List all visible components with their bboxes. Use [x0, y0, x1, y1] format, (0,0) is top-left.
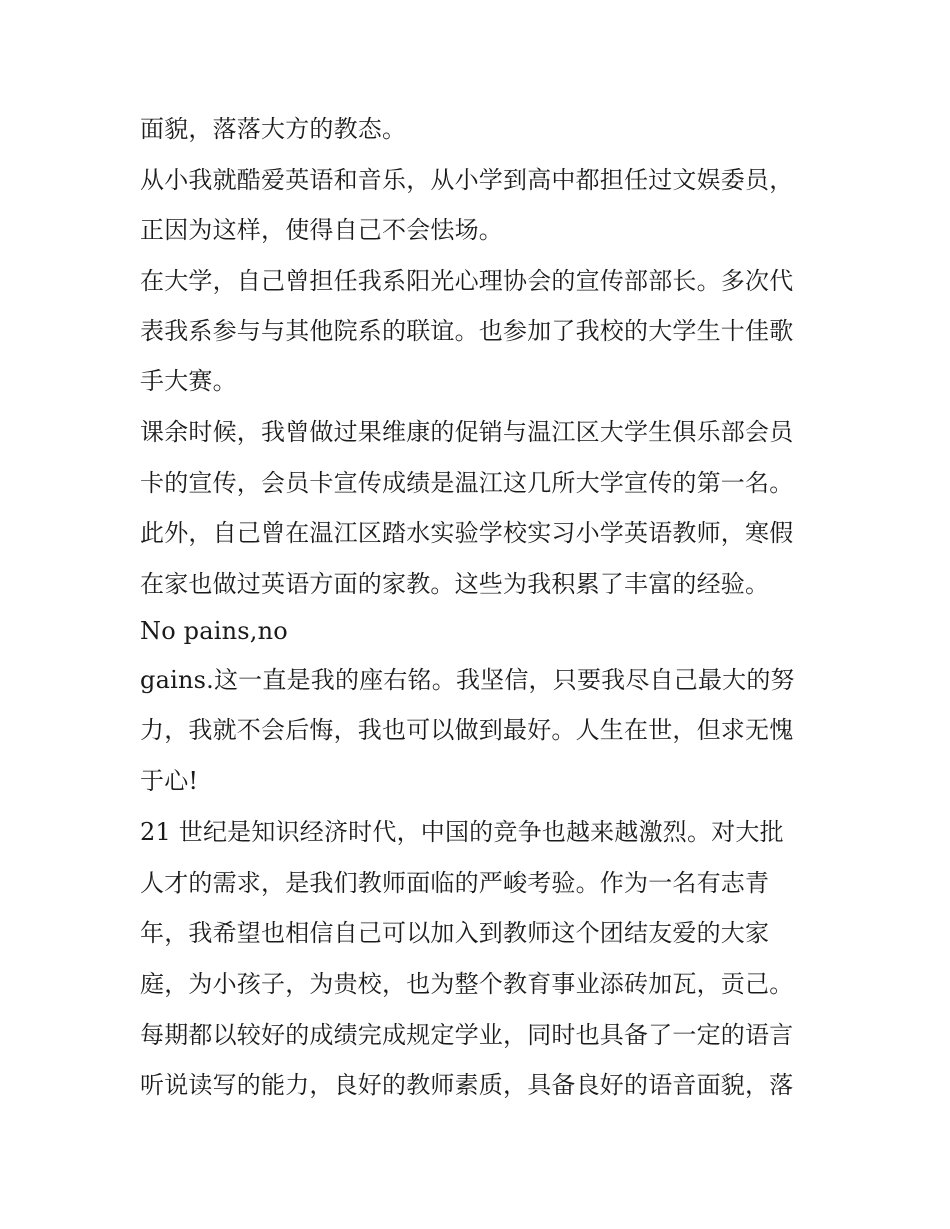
text-line: 在家也做过英语方面的家教。这些为我积累了丰富的经验。: [140, 570, 770, 598]
text-line: 于心!: [140, 767, 199, 795]
text-line: 面貌，落落大方的教态。: [140, 115, 407, 143]
text-line: 此外，自己曾在温江区踏水实验学校实习小学英语教师，寒假: [140, 519, 794, 547]
text-line: 表我系参与与其他院系的联谊。也参加了我校的大学生十佳歌: [140, 317, 794, 345]
text-line: 卡的宣传，会员卡宣传成绩是温江这几所大学宣传的第一名。: [140, 469, 794, 497]
text-line: 听说读写的能力，良好的教师素质，具备良好的语音面貌，落: [140, 1071, 794, 1099]
text-line: 21 世纪是知识经济时代，中国的竞争也越来越激烈。对大批: [140, 818, 784, 846]
text-line: 每期都以较好的成绩完成规定学业，同时也具备了一定的语言: [140, 1021, 794, 1049]
text-line: No pains,no: [140, 617, 288, 645]
text-line: 手大赛。: [140, 367, 237, 395]
text-line: gains.这一直是我的座右铭。我坚信，只要我尽自己最大的努: [140, 666, 795, 694]
text-line: 在大学，自己曾担任我系阳光心理协会的宣传部部长。多次代: [140, 267, 794, 295]
text-line: 力，我就不会后悔，我也可以做到最好。人生在世，但求无愧: [140, 716, 794, 744]
text-line: 从小我就酷爱英语和音乐，从小学到高中都担任过文娱委员，: [140, 166, 794, 194]
text-line: 正因为这样，使得自己不会怯场。: [140, 216, 503, 244]
text-line: 年，我希望也相信自己可以加入到教师这个团结友爱的大家: [140, 919, 770, 947]
text-line: 庭，为小孩子，为贵校，也为整个教育事业添砖加瓦，贡己。: [140, 970, 794, 998]
text-line: 课余时候，我曾做过果维康的促销与温江区大学生俱乐部会员: [140, 418, 794, 446]
text-line: 人才的需求，是我们教师面临的严峻考验。作为一名有志青: [140, 869, 770, 897]
